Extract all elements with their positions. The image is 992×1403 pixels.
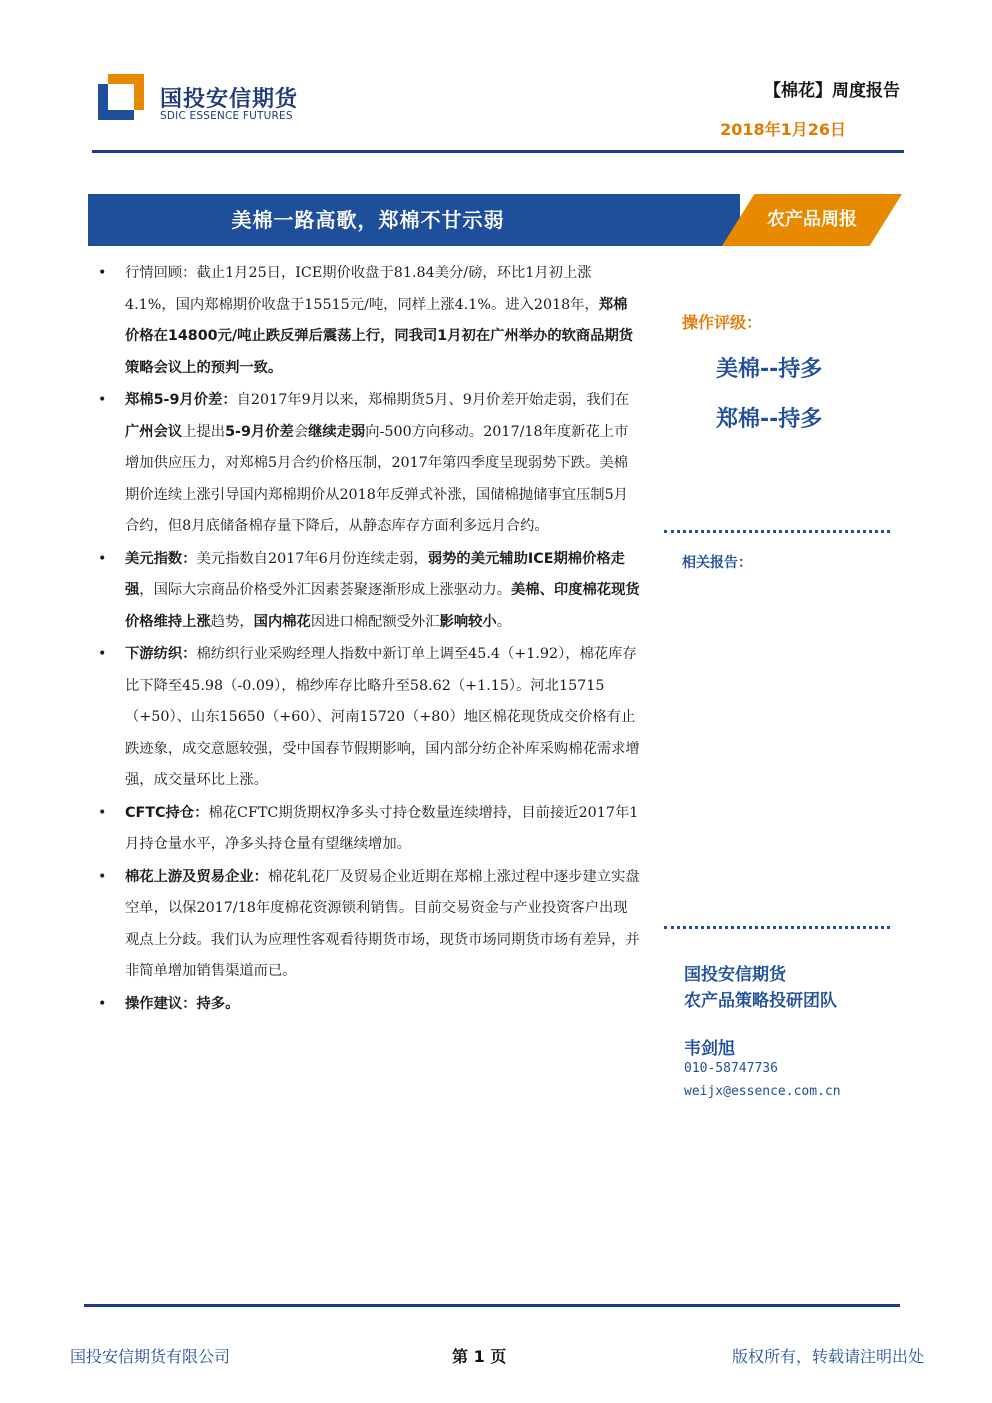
body-text: 棉花CFTC期货期权净多头寸持仓数量连续增持，目前接近2017年1月持仓量水平，净多头持仓量有望继续增加。 — [125, 804, 639, 852]
bullet-item — [92, 258, 640, 384]
bullet-marker: • — [98, 550, 107, 567]
report-title: 美棉一路高歌，郑棉不甘示弱 — [231, 208, 505, 232]
bullet-marker: • — [98, 868, 107, 885]
report-date: 2018年1月26日 — [720, 120, 846, 139]
bold-text: 广州会议 — [125, 423, 183, 440]
bold-text: 美元指数： — [125, 550, 197, 567]
bold-text: 下游纺织： — [125, 646, 197, 662]
bullet-item — [92, 798, 640, 861]
bullet-marker: • — [98, 392, 107, 408]
body-text: 棉纺织行业采购经理人指数中新订单上调至45.4（+1.92），棉花库存比下降至45.98（-0.09），棉纱库存比略升至58.62（+1.15）。河北15715（+50）、山东15650（+60）、河南15720（+80）地区棉花现货成交价格有止跌迹象，成交意愿较强，受中国春节假期影响，国内部分纺企补库采购棉花需求增强，成交量环比上涨。 — [125, 646, 640, 788]
rating-label: 操作评级： — [682, 313, 763, 332]
bullet-marker: • — [98, 995, 107, 1012]
bullet-list — [92, 258, 640, 1020]
report-type: 【棉花】周度报告 — [764, 81, 900, 101]
body-text: 行情回顾：截止1月25日，ICE期价收盘于81.84美分/磅，环比1月初上涨4.1%，国内郑棉期价收盘于15515元/吨，同样上涨4.1%。进入2018年， — [125, 265, 599, 313]
page-number: 第 1 页 — [452, 1347, 507, 1366]
footer-company: 国投安信期货有限公司 — [70, 1347, 231, 1366]
team-name: 农产品策略投研团队 — [684, 991, 837, 1011]
body-text: 棉花轧花厂及贸易企业近期在郑棉上涨过程中逐步建立实盘空单，以保2017/18年度棉花资源锁利销售。目前交易资金与产业投资客户出现观点上分歧。我们认为应理性客观看待期货市场，现货市场同期货市场有差异，并非简单增加销售渠道而已。 — [125, 868, 640, 979]
analyst-email[interactable]: weijx@essence.com.cn — [684, 1084, 841, 1099]
bold-text: 棉花上游及贸易企业： — [125, 868, 268, 885]
bold-text: 郑棉5-9月价差： — [125, 392, 237, 408]
bold-text: CFTC持仓： — [125, 804, 209, 821]
category-tag: 农产品周报 — [767, 209, 857, 230]
analyst-name: 韦剑旭 — [684, 1039, 735, 1059]
sidebar-divider — [664, 926, 890, 929]
bold-text: 郑棉价格在14800元/吨止跌反弹后震荡上行，同我司1月初在广州举办的软商品期货策略会议上的预判一致。 — [125, 296, 634, 376]
related-reports-label: 相关报告： — [682, 555, 752, 571]
body-text: 上提出 — [182, 423, 226, 440]
bold-text: 继续走弱 — [308, 423, 366, 440]
bold-text: 美棉、印度棉花现货价格维持上涨 — [125, 582, 640, 630]
body-text: 美元指数自2017年6月份连续走弱， — [196, 550, 428, 567]
analyst-phone: 010-58747736 — [684, 1061, 778, 1076]
bullet-marker: • — [98, 804, 107, 821]
sidebar-divider — [664, 530, 890, 533]
bold-text: 弱势的美元辅助ICE期棉价格走强 — [125, 550, 625, 598]
body-text: 自2017年9月以来，郑棉期货5月、9月价差开始走弱，我们在 — [236, 392, 630, 408]
body-text: 趋势， — [210, 613, 254, 630]
footer-copyright: 版权所有，转载请注明出处 — [731, 1347, 924, 1366]
bullet-item — [92, 989, 640, 1021]
body-text: ，国际大宗商品价格受外汇因素荟聚逐渐形成上涨驱动力。 — [139, 582, 512, 598]
body-text: 因进口棉配额受外汇 — [310, 613, 440, 630]
bold-text: 国内棉花 — [253, 613, 311, 630]
logo-company-name-en: SDIC ESSENCE FUTURES — [160, 110, 293, 122]
bold-text: 5-9月价差 — [225, 423, 294, 440]
body-text: 。 — [496, 613, 512, 630]
main-content — [92, 258, 640, 1021]
header-divider — [92, 150, 904, 153]
body-text: 会 — [293, 423, 309, 440]
rating-zhengzhou-cotton: 郑棉--持多 — [716, 407, 823, 432]
bullet-item — [92, 385, 640, 543]
team-company: 国投安信期货 — [684, 965, 786, 985]
body-text: 向-500方向移动。2017/18年度新花上市增加供应压力，对郑棉5月合约价格压制，2017年第四季度呈现弱势下跌。美棉期价连续上涨引导国内郑棉期价从2018年反弹式补涨，国储棉抛储事宜压制5月合约，但8月底储备棉存量下降后，从静态库存方面利多远月合约。 — [125, 423, 629, 534]
bullet-marker: • — [98, 265, 107, 281]
bullet-marker: • — [98, 646, 107, 662]
footer-divider — [84, 1304, 900, 1307]
bold-text: 影响较小 — [439, 613, 497, 630]
bold-text: 操作建议：持多。 — [125, 995, 240, 1012]
bullet-item — [92, 544, 640, 639]
bullet-item — [92, 862, 640, 988]
company-logo-icon — [98, 74, 144, 120]
logo-company-name-cn: 国投安信期货 — [160, 87, 299, 112]
bullet-item — [92, 639, 640, 797]
rating-us-cotton: 美棉--持多 — [716, 357, 823, 382]
